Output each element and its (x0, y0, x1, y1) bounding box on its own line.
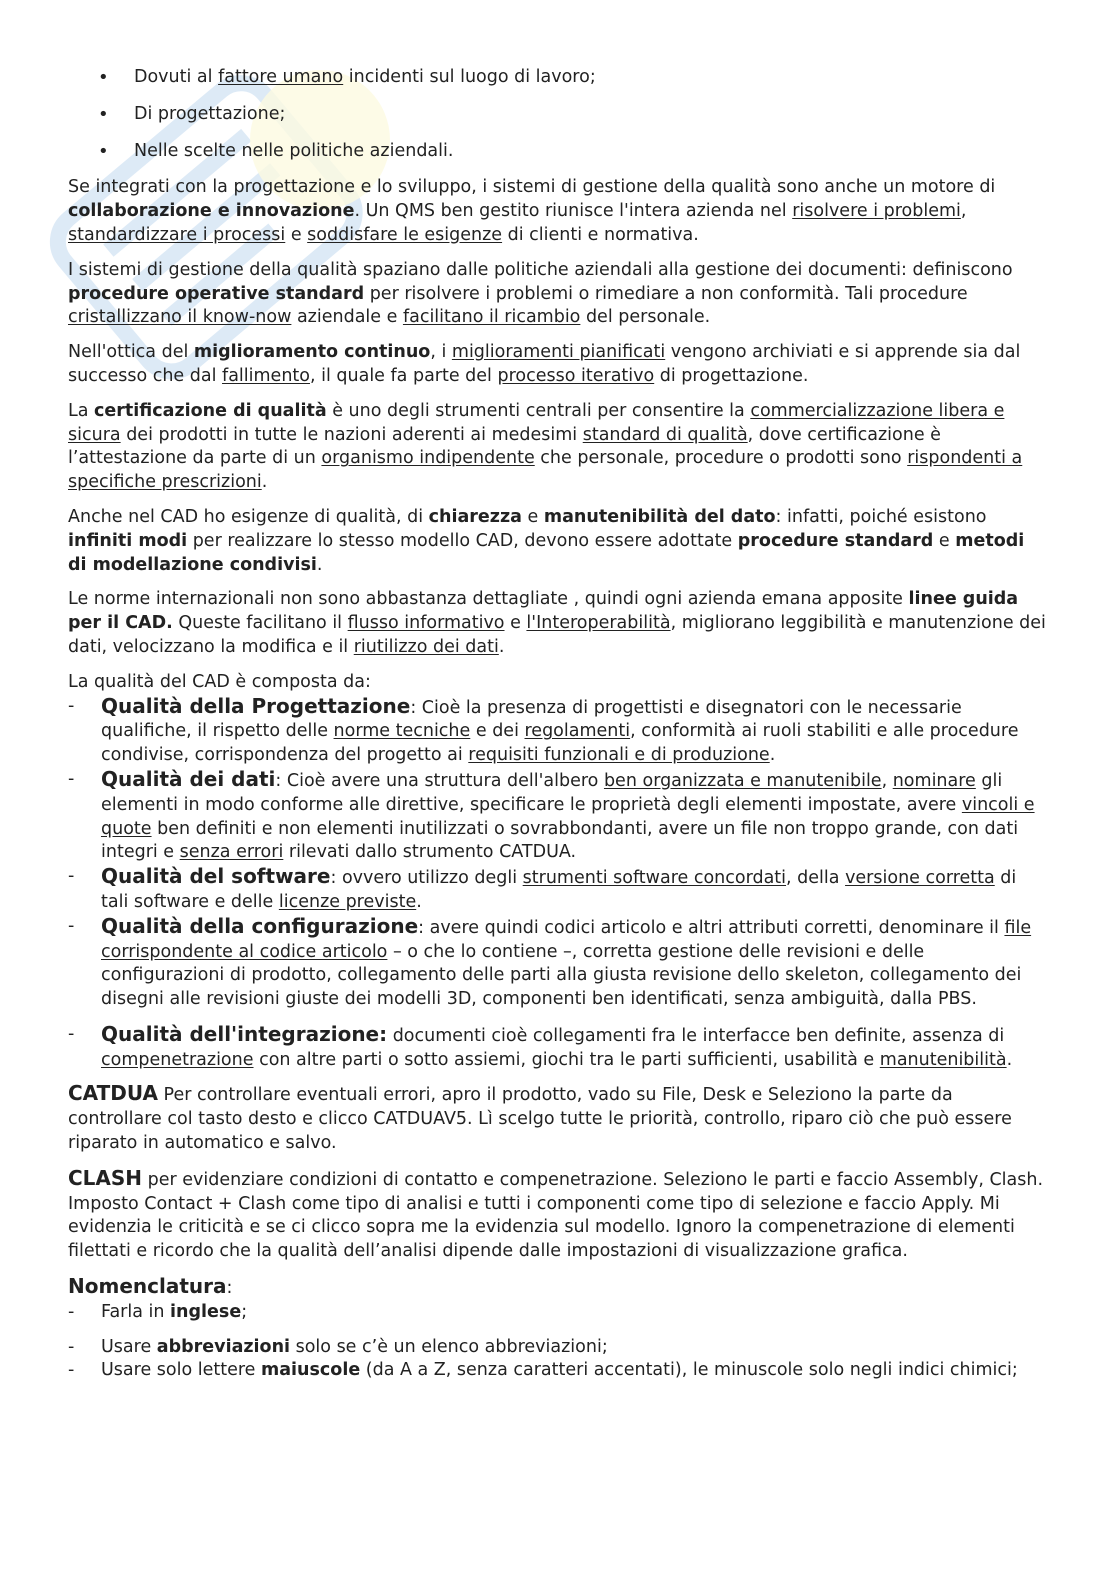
paragraph-clash: CLASH per evidenziare condizioni di contatto e compenetrazione. Seleziono le parti e faccio Assembly, Clash. Imposto Contact + Clash come tipo di analisi e tutti i componenti come tipo di selezione e faccio Apply. Mi evidenzia le criticità e se ci clicco sopra me la evidenzia sul modello. Ignoro la compenetrazione di elementi filettati e ricordo che la qualità dell’analisi dipende dalle impostazioni di visualizzazione grafica. (68, 1165, 1044, 1262)
list-item: - Qualità della Progettazione: Cioè la presenza di progettisti e disegnatori con le necessarie qualifiche, il rispetto delle norme tecniche e dei regolamenti, conformità ai ruoli stabiliti e alle procedure condivise, corrispondenza del progetto ai requisiti funzionali e di produzione. (68, 695, 1048, 768)
bullet-list (68, 66, 1048, 163)
paragraph-catdua: CATDUA Per controllare eventuali errori, apro il prodotto, vado su File, Desk e Seleziono la parte da controllare col tasto desto e clicco CATDUAV5. Lì scelgo tutte le priorità, controllo, riparo ciò che può essere riparato in automatico e salvo. (68, 1081, 1012, 1154)
list-item: - Qualità dell'integrazione: documenti cioè collegamenti fra le interfacce ben definite, assenza di compenetrazione con altre parti o sotto assiemi, giochi tra le parti sufficienti, usabilità e manutenibilità. (68, 1023, 1048, 1073)
section-heading-nomenclatura: Nomenclatura: (68, 1274, 233, 1299)
paragraph-cad-quality: Anche nel CAD ho esigenze di qualità, di chiarezza e manutenibilità del dato: infatti, poiché esistono infiniti modi per realizzare lo stesso modello CAD, devono essere adottate procedure standard e metodi di modellazione condivisi. (68, 506, 1025, 575)
list-item: - Qualità dei dati: Cioè avere una struttura dell'albero ben organizzata e manutenibile, nominare gli elementi in modo conforme alle direttive, specificare le proprietà degli elementi impostate, avere vincoli e quote ben definiti e non elementi inutilizzati o sovrabbondanti, avere un file non troppo grande, con dati integri e senza errori rilevati dallo strumento CATDUA. (68, 768, 1048, 865)
list-item: • Nelle scelte nelle politiche aziendali. (68, 140, 1048, 164)
paragraph-certification: La certificazione di qualità è uno degli strumenti centrali per consentire la commercializzazione libera e sicura dei prodotti in tutte le nazioni aderenti ai medesimi standard di qualità, dove certificazione è l’attestazione da parte di un organismo indipendente che personale, procedure o prodotti sono rispondenti a specifiche prescrizioni. (68, 400, 1023, 493)
nomenclature-list (68, 1301, 1048, 1383)
list-item: • Dovuti al fattore umano incidenti sul luogo di lavoro; (68, 66, 1048, 90)
quality-list (68, 695, 1048, 1073)
paragraph-lead: La qualità del CAD è composta da: (68, 671, 371, 692)
list-item: • Di progettazione; (68, 103, 1048, 127)
paragraph-procedures: I sistemi di gestione della qualità spaziano dalle politiche aziendali alla gestione dei documenti: definiscono procedure operative standard per risolvere i problemi o rimediare a non conformità. Tali procedure cristallizzano il know-now aziendale e facilitano il ricambio del personale. (68, 259, 1013, 328)
document-body (68, 66, 1048, 1393)
list-item: - Usare solo lettere maiuscole (da A a Z, senza caratteri accentati), le minuscole solo negli indici chimici; (68, 1359, 1048, 1383)
list-item: - Usare abbreviazioni solo se c’è un elenco abbreviazioni; (68, 1336, 1048, 1360)
paragraph-guidelines: Le norme internazionali non sono abbastanza dettagliate , quindi ogni azienda emana apposite linee guida per il CAD. Queste facilitano il flusso informativo e l'Interoperabilità, migliorano leggibilità e manutenzione dei dati, velocizzano la modifica e il riutilizzo dei dati. (68, 589, 1046, 657)
paragraph-improvement: Nell'ottica del miglioramento continuo, i miglioramenti pianificati vengono archiviati e si apprende sia dal successo che dal fallimento, il quale fa parte del processo iterativo di progettazione. (68, 342, 1021, 386)
list-item: - Qualità della configurazione: avere quindi codici articolo e altri attributi corretti, denominare il file corrispondente al codice articolo – o che lo contiene –, corretta gestione delle revisioni e delle configurazioni di prodotto, collegamento delle parti alla giusta revisione dello skeleton, collegamento dei disegni alle revisioni giuste dei modelli 3D, componenti ben identificati, senza ambiguità, dalla PBS. (68, 915, 1048, 1012)
paragraph-qms: Se integrati con la progettazione e lo sviluppo, i sistemi di gestione della qualità sono anche un motore di collaborazione e innovazione. Un QMS ben gestito riunisce l'intera azienda nel risolvere i problemi, standardizzare i processi e soddisfare le esigenze di clienti e normativa. (68, 177, 996, 245)
list-item: - Qualità del software: ovvero utilizzo degli strumenti software concordati, della versione corretta di tali software e delle licenze previste. (68, 865, 1048, 915)
list-item: - Farla in inglese; (68, 1301, 1048, 1325)
